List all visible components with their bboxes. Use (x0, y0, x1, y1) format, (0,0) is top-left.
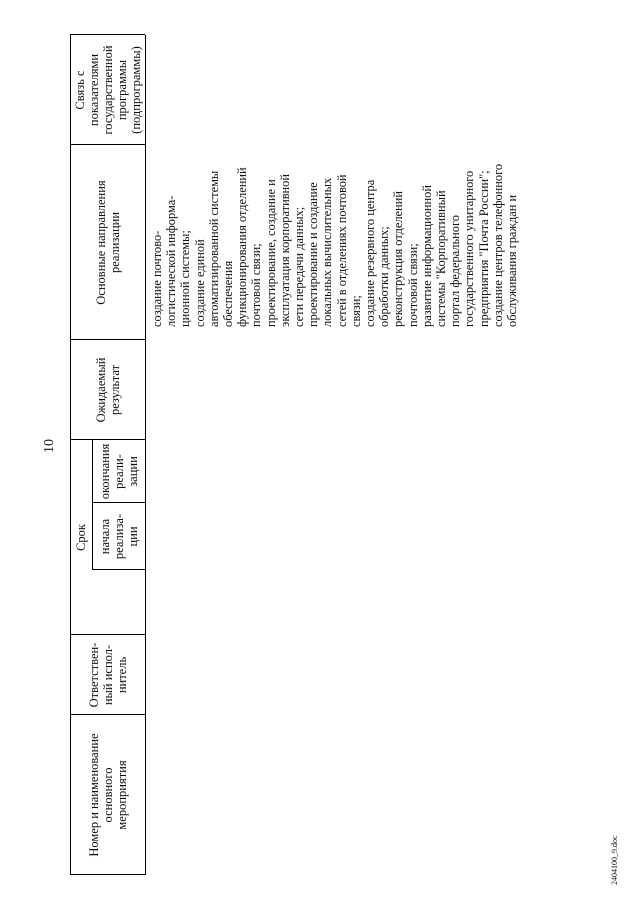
content-line: создание центров телефонного (490, 163, 505, 327)
content-line: проектирование, создание и (263, 179, 278, 327)
directions-text (150, 82, 519, 327)
header-svyaz: Связь с показателями государственной программы (подпрограммы) (72, 45, 143, 135)
content-line: проектирование и создание (306, 182, 321, 327)
content-line: почтовой связи; (405, 243, 420, 327)
content-line: создание почтово- (150, 230, 164, 327)
content-line: локальных вычислительных (320, 177, 335, 327)
content-line: системы "Корпоративный (434, 190, 449, 327)
header-napravleniya: Основные направления реализации (93, 180, 122, 305)
content-line: создание резервного центра (363, 179, 378, 327)
content-line: обработки данных; (377, 226, 392, 327)
content-line: портал федерального (448, 215, 463, 327)
content-line: связи; (348, 295, 363, 327)
content-line: сети передачи данных; (292, 206, 307, 327)
content-line: развитие информационной (419, 184, 434, 327)
header-ozhidaemyi: Ожидаемый результат (93, 357, 122, 423)
content-line: государственного унитарного (462, 170, 477, 327)
content-line: предприятия "Почта России"; (476, 170, 491, 327)
content-line: обеспечения (221, 260, 236, 327)
content-line: обслуживания граждан и (505, 194, 520, 327)
content-line: автоматизированной системы (206, 170, 221, 327)
content-line: сетей в отделениях почтовой (334, 174, 349, 327)
header-bottom-line (145, 35, 146, 875)
header-srok: Срок (74, 524, 88, 551)
header-ispolnitel: Ответствен- ный испол- нитель (86, 642, 129, 708)
footer-filename: 2404100_9.doc (610, 835, 619, 885)
content-line: эксплуатация корпоративной (277, 173, 292, 327)
content-line: логистической информа- (164, 195, 179, 327)
header-nomer: Номер и наименование основного мероприятия (86, 733, 129, 857)
content-line: реконструкция отделений (391, 191, 406, 327)
header-nachala: начала реализа- ции (97, 513, 140, 560)
content-line: создание единой (192, 239, 207, 327)
content-line: функционирования отделений (235, 167, 250, 327)
page-number: 10 (42, 439, 57, 453)
content-line: ционной системы; (178, 230, 193, 327)
content-line: почтовой связи; (249, 243, 264, 327)
header-okonchaniya: окончания реали- зации (97, 443, 140, 500)
